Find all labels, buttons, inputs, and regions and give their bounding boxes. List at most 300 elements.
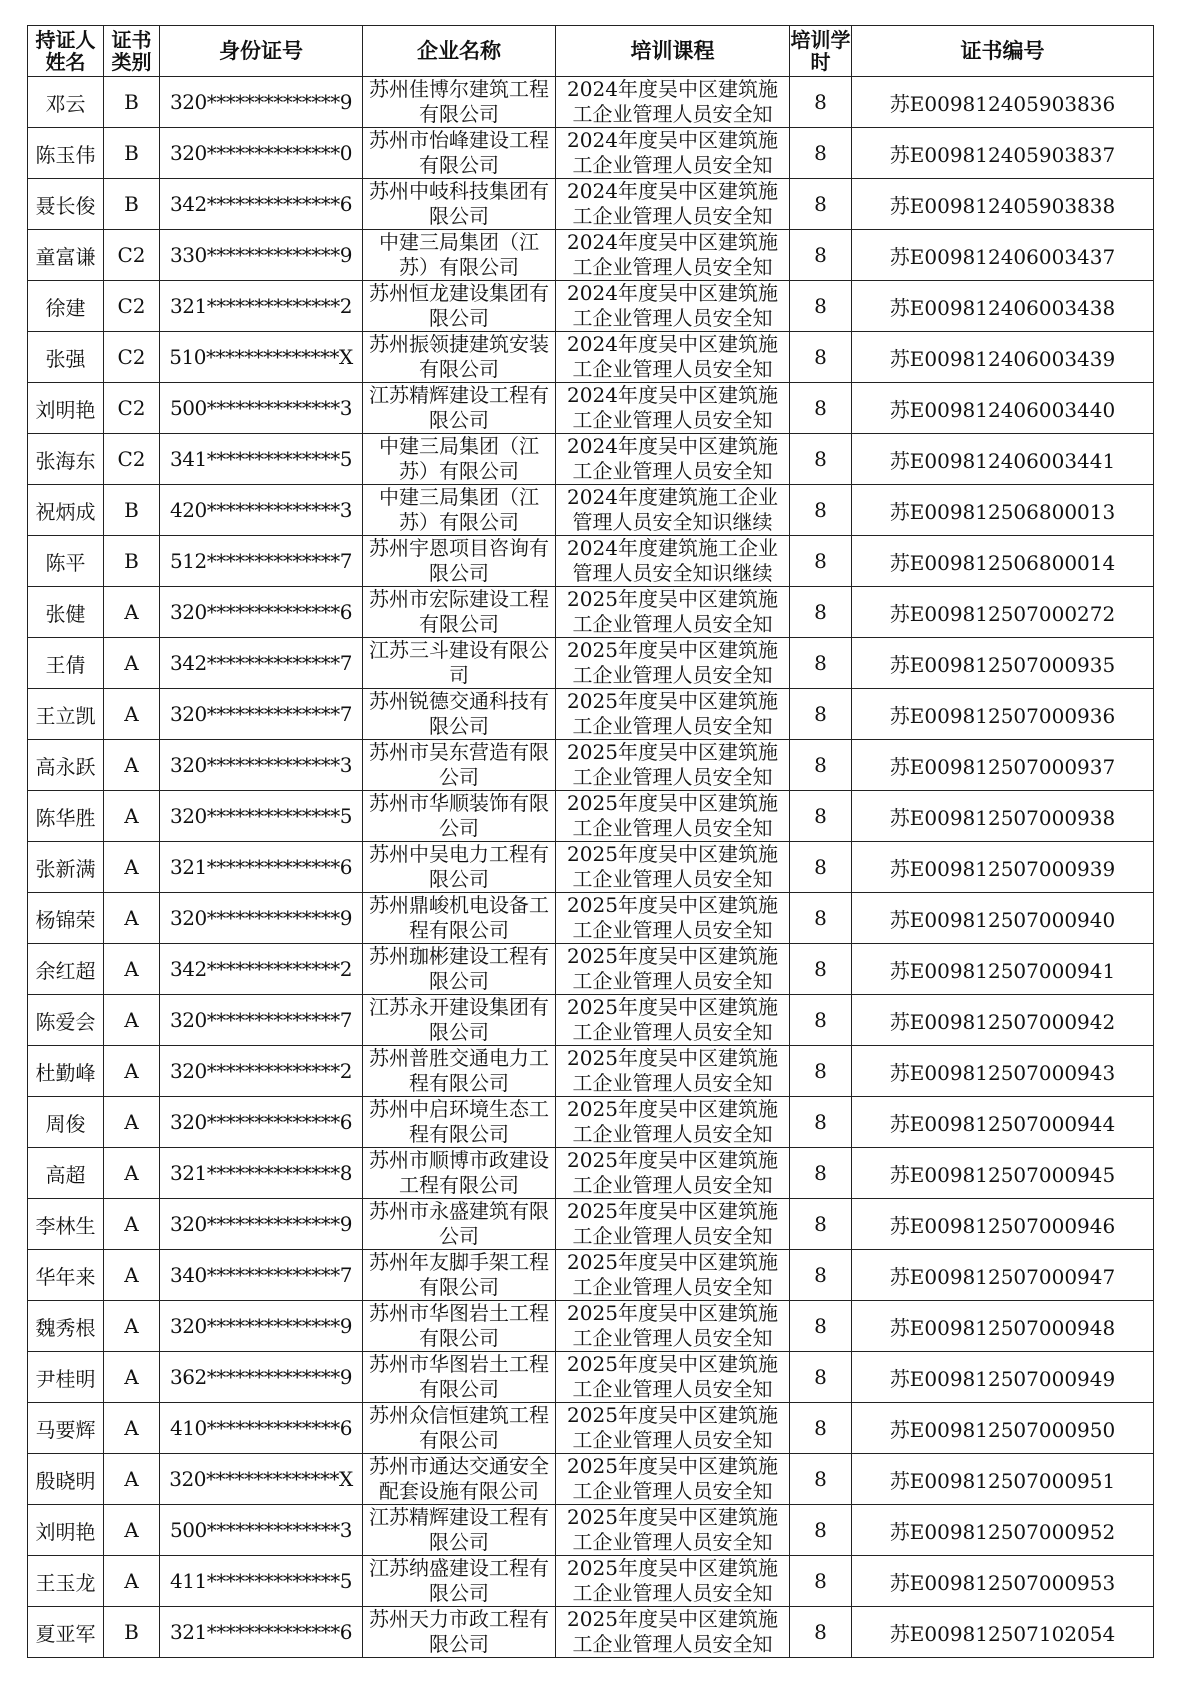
- company-name-text: 中建三局集团（江苏）有限公司: [379, 485, 539, 534]
- company-name-cell: [363, 1097, 556, 1148]
- training-course-text: 2025年度吴中区建筑施工企业管理人员安全知: [567, 1607, 778, 1656]
- id-number-cell: 342**************7: [160, 638, 363, 689]
- cert-category-cell: A: [104, 944, 160, 995]
- cert-number-cell: 苏E009812507000939: [852, 842, 1154, 893]
- holder-name-cell: 徐建: [28, 281, 104, 332]
- table-row: [28, 1556, 1154, 1607]
- holder-name-cell: 殷晓明: [28, 1454, 104, 1505]
- training-course-cell: [556, 1607, 790, 1658]
- cert-number-cell: 苏E009812507102054: [852, 1607, 1154, 1658]
- training-course-text: 2025年度吴中区建筑施工企业管理人员安全知: [567, 638, 778, 687]
- training-course-cell: [556, 1352, 790, 1403]
- cert-category-cell: A: [104, 1250, 160, 1301]
- company-name-cell: [363, 179, 556, 230]
- training-hours-cell: 8: [790, 944, 852, 995]
- company-name-cell: [363, 1505, 556, 1556]
- cert-number-cell: 苏E009812507000950: [852, 1403, 1154, 1454]
- cert-category-cell: A: [104, 638, 160, 689]
- company-name-cell: [363, 1250, 556, 1301]
- company-name-cell: [363, 791, 556, 842]
- cert-number-cell: 苏E009812405903837: [852, 128, 1154, 179]
- holder-name-cell: 王玉龙: [28, 1556, 104, 1607]
- company-name-text: 苏州振领捷建筑安装有限公司: [369, 332, 549, 381]
- training-course-text: 2025年度吴中区建筑施工企业管理人员安全知: [567, 1505, 778, 1554]
- cert-category-cell: A: [104, 587, 160, 638]
- cert-category-cell: A: [104, 995, 160, 1046]
- company-name-text: 中建三局集团（江苏）有限公司: [379, 434, 539, 483]
- training-course-cell: [556, 842, 790, 893]
- training-course-text: 2024年度建筑施工企业管理人员安全知识继续: [567, 485, 778, 534]
- training-hours-cell: 8: [790, 1607, 852, 1658]
- company-name-text: 苏州宇恩项目咨询有限公司: [369, 536, 549, 585]
- table-row: [28, 1505, 1154, 1556]
- id-number-cell: 320**************9: [160, 77, 363, 128]
- cert-category-cell: A: [104, 1301, 160, 1352]
- training-course-text: 2024年度吴中区建筑施工企业管理人员安全知: [567, 128, 778, 177]
- training-course-cell: [556, 332, 790, 383]
- training-hours-cell: 8: [790, 1097, 852, 1148]
- cert-number-cell: 苏E009812507000942: [852, 995, 1154, 1046]
- holder-name-cell: 陈玉伟: [28, 128, 104, 179]
- holder-name-cell: 高永跃: [28, 740, 104, 791]
- training-course-text: 2025年度吴中区建筑施工企业管理人员安全知: [567, 1454, 778, 1503]
- training-course-cell: [556, 1556, 790, 1607]
- training-hours-cell: 8: [790, 1199, 852, 1250]
- training-hours-cell: 8: [790, 1046, 852, 1097]
- table-row: [28, 1454, 1154, 1505]
- training-course-text: 2024年度吴中区建筑施工企业管理人员安全知: [567, 332, 778, 381]
- cert-category-cell: C2: [104, 383, 160, 434]
- training-course-cell: [556, 77, 790, 128]
- header-company-name: 企业名称: [363, 26, 556, 77]
- training-course-text: 2025年度吴中区建筑施工企业管理人员安全知: [567, 1097, 778, 1146]
- cert-number-cell: 苏E009812507000938: [852, 791, 1154, 842]
- training-hours-cell: 8: [790, 1301, 852, 1352]
- training-course-cell: [556, 995, 790, 1046]
- training-hours-cell: 8: [790, 77, 852, 128]
- training-hours-cell: 8: [790, 485, 852, 536]
- company-name-cell: [363, 740, 556, 791]
- company-name-cell: [363, 587, 556, 638]
- id-number-cell: 340**************7: [160, 1250, 363, 1301]
- holder-name-cell: 马要辉: [28, 1403, 104, 1454]
- company-name-cell: [363, 1454, 556, 1505]
- cert-category-cell: A: [104, 1454, 160, 1505]
- holder-name-cell: 祝炳成: [28, 485, 104, 536]
- cert-category-cell: B: [104, 179, 160, 230]
- cert-category-cell: B: [104, 128, 160, 179]
- company-name-cell: [363, 1046, 556, 1097]
- cert-number-cell: 苏E009812507000945: [852, 1148, 1154, 1199]
- training-course-cell: [556, 740, 790, 791]
- header-holder-name: 持证人姓名: [28, 26, 104, 77]
- training-hours-cell: 8: [790, 995, 852, 1046]
- company-name-text: 苏州中岐科技集团有限公司: [369, 179, 549, 228]
- cert-number-cell: 苏E009812507000948: [852, 1301, 1154, 1352]
- training-course-text: 2025年度吴中区建筑施工企业管理人员安全知: [567, 689, 778, 738]
- training-course-text: 2025年度吴中区建筑施工企业管理人员安全知: [567, 944, 778, 993]
- id-number-cell: 420**************3: [160, 485, 363, 536]
- table-row: [28, 1046, 1154, 1097]
- table-row: [28, 77, 1154, 128]
- cert-category-cell: B: [104, 536, 160, 587]
- id-number-cell: 320**************2: [160, 1046, 363, 1097]
- table-row: [28, 128, 1154, 179]
- table-row: [28, 689, 1154, 740]
- table-row: [28, 587, 1154, 638]
- holder-name-cell: 杜勤峰: [28, 1046, 104, 1097]
- id-number-cell: 512**************7: [160, 536, 363, 587]
- company-name-cell: [363, 1352, 556, 1403]
- training-course-text: 2025年度吴中区建筑施工企业管理人员安全知: [567, 791, 778, 840]
- training-hours-cell: 8: [790, 842, 852, 893]
- training-course-text: 2024年度吴中区建筑施工企业管理人员安全知: [567, 434, 778, 483]
- training-course-cell: [556, 1148, 790, 1199]
- company-name-text: 苏州恒龙建设集团有限公司: [369, 281, 549, 330]
- table-row: [28, 1301, 1154, 1352]
- training-hours-cell: 8: [790, 893, 852, 944]
- cert-category-cell: A: [104, 1403, 160, 1454]
- company-name-text: 苏州市华图岩土工程有限公司: [369, 1301, 549, 1350]
- training-course-text: 2024年度吴中区建筑施工企业管理人员安全知: [567, 230, 778, 279]
- company-name-cell: [363, 332, 556, 383]
- training-course-cell: [556, 1454, 790, 1505]
- training-course-cell: [556, 1199, 790, 1250]
- training-hours-cell: 8: [790, 434, 852, 485]
- company-name-text: 苏州珈彬建设工程有限公司: [369, 944, 549, 993]
- cert-number-cell: 苏E009812507000941: [852, 944, 1154, 995]
- cert-category-cell: A: [104, 1046, 160, 1097]
- company-name-cell: [363, 77, 556, 128]
- id-number-cell: 362**************9: [160, 1352, 363, 1403]
- company-name-text: 苏州锐德交通科技有限公司: [369, 689, 549, 738]
- company-name-text: 苏州年友脚手架工程有限公司: [369, 1250, 549, 1299]
- company-name-text: 中建三局集团（江苏）有限公司: [379, 230, 539, 279]
- training-hours-cell: 8: [790, 383, 852, 434]
- training-course-text: 2025年度吴中区建筑施工企业管理人员安全知: [567, 1148, 778, 1197]
- id-number-cell: 320**************9: [160, 1199, 363, 1250]
- table-row: [28, 536, 1154, 587]
- cert-number-cell: 苏E009812406003440: [852, 383, 1154, 434]
- cert-category-cell: A: [104, 740, 160, 791]
- company-name-text: 苏州中吴电力工程有限公司: [369, 842, 549, 891]
- table-row: [28, 434, 1154, 485]
- cert-category-cell: A: [104, 893, 160, 944]
- company-name-cell: [363, 1301, 556, 1352]
- holder-name-cell: 李林生: [28, 1199, 104, 1250]
- training-hours-cell: 8: [790, 740, 852, 791]
- cert-category-cell: C2: [104, 332, 160, 383]
- training-course-text: 2025年度吴中区建筑施工企业管理人员安全知: [567, 1250, 778, 1299]
- cert-category-cell: A: [104, 1199, 160, 1250]
- holder-name-cell: 张强: [28, 332, 104, 383]
- holder-name-cell: 刘明艳: [28, 1505, 104, 1556]
- cert-category-cell: A: [104, 689, 160, 740]
- company-name-cell: [363, 1556, 556, 1607]
- company-name-cell: [363, 842, 556, 893]
- table-row: [28, 1148, 1154, 1199]
- company-name-cell: [363, 1403, 556, 1454]
- training-course-cell: [556, 1505, 790, 1556]
- holder-name-cell: 魏秀根: [28, 1301, 104, 1352]
- company-name-cell: [363, 638, 556, 689]
- table-row: [28, 383, 1154, 434]
- id-number-cell: 411**************5: [160, 1556, 363, 1607]
- company-name-text: 苏州市怡峰建设工程有限公司: [369, 128, 549, 177]
- table-header-row: [28, 26, 1154, 77]
- holder-name-cell: 王倩: [28, 638, 104, 689]
- table-row: [28, 230, 1154, 281]
- company-name-cell: [363, 893, 556, 944]
- training-hours-cell: 8: [790, 128, 852, 179]
- company-name-text: 苏州市吴东营造有限公司: [369, 740, 549, 789]
- holder-name-cell: 王立凯: [28, 689, 104, 740]
- training-hours-cell: 8: [790, 791, 852, 842]
- training-hours-cell: 8: [790, 536, 852, 587]
- table-row: [28, 791, 1154, 842]
- header-training-course: 培训课程: [556, 26, 790, 77]
- training-course-cell: [556, 1046, 790, 1097]
- cert-number-cell: 苏E009812406003438: [852, 281, 1154, 332]
- training-hours-cell: 8: [790, 1454, 852, 1505]
- id-number-cell: 341**************5: [160, 434, 363, 485]
- training-course-cell: [556, 281, 790, 332]
- company-name-text: 苏州普胜交通电力工程有限公司: [369, 1046, 549, 1095]
- holder-name-cell: 张海东: [28, 434, 104, 485]
- cert-number-cell: 苏E009812507000949: [852, 1352, 1154, 1403]
- cert-number-cell: 苏E009812507000944: [852, 1097, 1154, 1148]
- training-course-cell: [556, 179, 790, 230]
- training-course-cell: [556, 230, 790, 281]
- company-name-text: 苏州中启环境生态工程有限公司: [369, 1097, 549, 1146]
- id-number-cell: 342**************2: [160, 944, 363, 995]
- holder-name-cell: 杨锦荣: [28, 893, 104, 944]
- training-course-cell: [556, 536, 790, 587]
- cert-category-cell: C2: [104, 434, 160, 485]
- training-hours-cell: 8: [790, 689, 852, 740]
- table-row: [28, 332, 1154, 383]
- training-course-text: 2025年度吴中区建筑施工企业管理人员安全知: [567, 1046, 778, 1095]
- company-name-text: 苏州市宏际建设工程有限公司: [369, 587, 549, 636]
- training-course-text: 2024年度吴中区建筑施工企业管理人员安全知: [567, 281, 778, 330]
- header-id-number: 身份证号: [160, 26, 363, 77]
- id-number-cell: 500**************3: [160, 1505, 363, 1556]
- header-training-hours: 培训学时: [790, 26, 852, 77]
- training-course-cell: [556, 1403, 790, 1454]
- training-hours-cell: 8: [790, 1148, 852, 1199]
- training-course-cell: [556, 128, 790, 179]
- company-name-text: 苏州市华图岩土工程有限公司: [369, 1352, 549, 1401]
- company-name-text: 江苏永开建设集团有限公司: [369, 995, 549, 1044]
- training-course-text: 2025年度吴中区建筑施工企业管理人员安全知: [567, 740, 778, 789]
- id-number-cell: 320**************X: [160, 1454, 363, 1505]
- table-row: [28, 842, 1154, 893]
- holder-name-cell: 聂长俊: [28, 179, 104, 230]
- company-name-cell: [363, 995, 556, 1046]
- training-course-text: 2025年度吴中区建筑施工企业管理人员安全知: [567, 1199, 778, 1248]
- training-course-text: 2024年度吴中区建筑施工企业管理人员安全知: [567, 383, 778, 432]
- company-name-text: 苏州市通达交通安全配套设施有限公司: [369, 1454, 549, 1503]
- cert-number-cell: 苏E009812405903838: [852, 179, 1154, 230]
- company-name-cell: [363, 230, 556, 281]
- training-course-text: 2024年度吴中区建筑施工企业管理人员安全知: [567, 179, 778, 228]
- holder-name-cell: 夏亚军: [28, 1607, 104, 1658]
- training-hours-cell: 8: [790, 1403, 852, 1454]
- company-name-cell: [363, 536, 556, 587]
- company-name-cell: [363, 434, 556, 485]
- company-name-cell: [363, 1607, 556, 1658]
- company-name-text: 江苏精辉建设工程有限公司: [369, 383, 549, 432]
- holder-name-cell: 华年来: [28, 1250, 104, 1301]
- cert-number-cell: 苏E009812507000936: [852, 689, 1154, 740]
- cert-category-cell: A: [104, 1097, 160, 1148]
- training-course-text: 2025年度吴中区建筑施工企业管理人员安全知: [567, 893, 778, 942]
- cert-number-cell: 苏E009812506800014: [852, 536, 1154, 587]
- training-course-text: 2025年度吴中区建筑施工企业管理人员安全知: [567, 1403, 778, 1452]
- training-hours-cell: 8: [790, 179, 852, 230]
- id-number-cell: 320**************0: [160, 128, 363, 179]
- cert-category-cell: C2: [104, 230, 160, 281]
- table-row: [28, 1250, 1154, 1301]
- training-course-cell: [556, 1250, 790, 1301]
- table-row: [28, 1352, 1154, 1403]
- company-name-cell: [363, 944, 556, 995]
- id-number-cell: 321**************2: [160, 281, 363, 332]
- training-course-cell: [556, 689, 790, 740]
- id-number-cell: 320**************7: [160, 995, 363, 1046]
- cert-number-cell: 苏E009812507000943: [852, 1046, 1154, 1097]
- training-course-cell: [556, 944, 790, 995]
- holder-name-cell: 陈华胜: [28, 791, 104, 842]
- training-hours-cell: 8: [790, 638, 852, 689]
- table-row: [28, 485, 1154, 536]
- header-cert-category: 证书类别: [104, 26, 160, 77]
- cert-category-cell: A: [104, 1148, 160, 1199]
- cert-category-cell: C2: [104, 281, 160, 332]
- company-name-text: 苏州佳博尔建筑工程有限公司: [369, 77, 549, 126]
- id-number-cell: 320**************9: [160, 1301, 363, 1352]
- holder-name-cell: 刘明艳: [28, 383, 104, 434]
- table-row: [28, 1403, 1154, 1454]
- training-course-text: 2025年度吴中区建筑施工企业管理人员安全知: [567, 1352, 778, 1401]
- id-number-cell: 510**************X: [160, 332, 363, 383]
- id-number-cell: 321**************8: [160, 1148, 363, 1199]
- cert-category-cell: B: [104, 77, 160, 128]
- holder-name-cell: 童富谦: [28, 230, 104, 281]
- cert-number-cell: 苏E009812405903836: [852, 77, 1154, 128]
- cert-category-cell: A: [104, 791, 160, 842]
- cert-number-cell: 苏E009812507000940: [852, 893, 1154, 944]
- holder-name-cell: 张健: [28, 587, 104, 638]
- company-name-cell: [363, 1148, 556, 1199]
- training-course-cell: [556, 791, 790, 842]
- training-course-cell: [556, 893, 790, 944]
- training-course-cell: [556, 434, 790, 485]
- company-name-cell: [363, 383, 556, 434]
- training-hours-cell: 8: [790, 230, 852, 281]
- cert-number-cell: 苏E009812406003439: [852, 332, 1154, 383]
- cert-number-cell: 苏E009812406003441: [852, 434, 1154, 485]
- id-number-cell: 321**************6: [160, 842, 363, 893]
- holder-name-cell: 张新满: [28, 842, 104, 893]
- company-name-cell: [363, 1199, 556, 1250]
- company-name-cell: [363, 689, 556, 740]
- training-course-cell: [556, 383, 790, 434]
- table-row: [28, 1199, 1154, 1250]
- training-hours-cell: 8: [790, 1352, 852, 1403]
- table-row: [28, 995, 1154, 1046]
- cert-number-cell: 苏E009812406003437: [852, 230, 1154, 281]
- company-name-text: 苏州市顺博市政建设工程有限公司: [369, 1148, 549, 1197]
- company-name-text: 苏州众信恒建筑工程有限公司: [369, 1403, 549, 1452]
- training-course-text: 2024年度建筑施工企业管理人员安全知识继续: [567, 536, 778, 585]
- holder-name-cell: 余红超: [28, 944, 104, 995]
- training-course-text: 2025年度吴中区建筑施工企业管理人员安全知: [567, 842, 778, 891]
- company-name-text: 江苏精辉建设工程有限公司: [369, 1505, 549, 1554]
- id-number-cell: 320**************5: [160, 791, 363, 842]
- training-hours-cell: 8: [790, 1250, 852, 1301]
- certificate-table: [27, 25, 1154, 1658]
- training-hours-cell: 8: [790, 332, 852, 383]
- training-hours-cell: 8: [790, 1505, 852, 1556]
- holder-name-cell: 周俊: [28, 1097, 104, 1148]
- company-name-text: 苏州市华顺装饰有限公司: [369, 791, 549, 840]
- training-course-text: 2024年度吴中区建筑施工企业管理人员安全知: [567, 77, 778, 126]
- cert-number-cell: 苏E009812507000953: [852, 1556, 1154, 1607]
- table-row: [28, 740, 1154, 791]
- cert-number-cell: 苏E009812507000935: [852, 638, 1154, 689]
- id-number-cell: 320**************3: [160, 740, 363, 791]
- cert-number-cell: 苏E009812507000951: [852, 1454, 1154, 1505]
- cert-category-cell: A: [104, 1352, 160, 1403]
- cert-number-cell: 苏E009812507000946: [852, 1199, 1154, 1250]
- company-name-cell: [363, 485, 556, 536]
- training-course-cell: [556, 1097, 790, 1148]
- cert-number-cell: 苏E009812507000272: [852, 587, 1154, 638]
- training-hours-cell: 8: [790, 1556, 852, 1607]
- cert-category-cell: B: [104, 1607, 160, 1658]
- id-number-cell: 410**************6: [160, 1403, 363, 1454]
- holder-name-cell: 邓云: [28, 77, 104, 128]
- table-row: [28, 893, 1154, 944]
- training-course-text: 2025年度吴中区建筑施工企业管理人员安全知: [567, 995, 778, 1044]
- table-row: [28, 1607, 1154, 1658]
- table-row: [28, 638, 1154, 689]
- id-number-cell: 330**************9: [160, 230, 363, 281]
- id-number-cell: 320**************9: [160, 893, 363, 944]
- table-row: [28, 179, 1154, 230]
- company-name-text: 苏州市永盛建筑有限公司: [369, 1199, 549, 1248]
- cert-number-cell: 苏E009812507000937: [852, 740, 1154, 791]
- training-course-cell: [556, 485, 790, 536]
- holder-name-cell: 高超: [28, 1148, 104, 1199]
- training-course-cell: [556, 1301, 790, 1352]
- id-number-cell: 320**************6: [160, 587, 363, 638]
- table-row: [28, 281, 1154, 332]
- company-name-cell: [363, 281, 556, 332]
- training-course-cell: [556, 587, 790, 638]
- company-name-text: 苏州鼎峻机电设备工程有限公司: [369, 893, 549, 942]
- header-cert-number: 证书编号: [852, 26, 1154, 77]
- cert-number-cell: 苏E009812507000952: [852, 1505, 1154, 1556]
- company-name-text: 江苏三斗建设有限公司: [369, 638, 549, 687]
- company-name-text: 苏州天力市政工程有限公司: [369, 1607, 549, 1656]
- cert-number-cell: 苏E009812507000947: [852, 1250, 1154, 1301]
- id-number-cell: 321**************6: [160, 1607, 363, 1658]
- table-row: [28, 1097, 1154, 1148]
- training-course-text: 2025年度吴中区建筑施工企业管理人员安全知: [567, 1301, 778, 1350]
- id-number-cell: 320**************7: [160, 689, 363, 740]
